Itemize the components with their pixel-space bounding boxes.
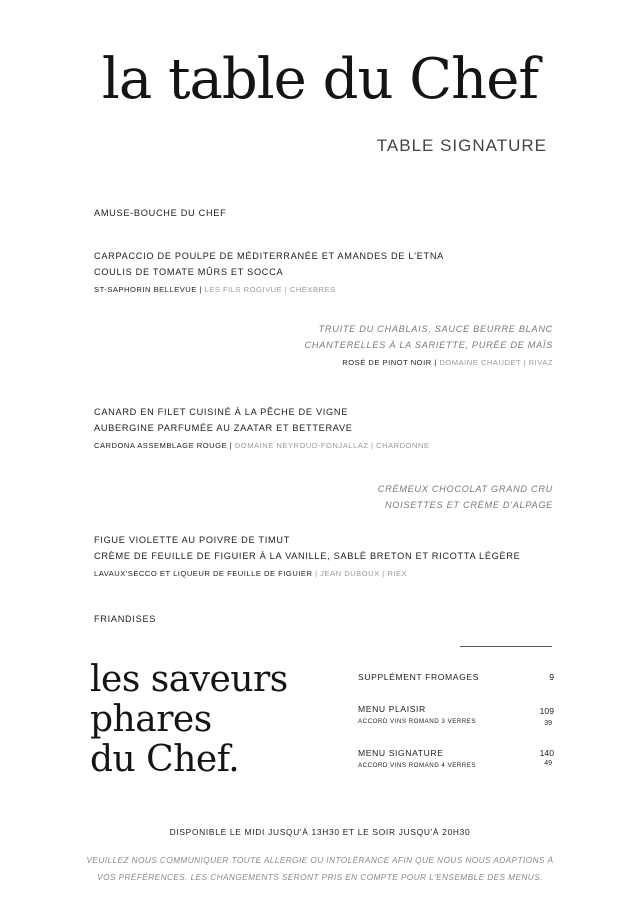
price-label: SUPPLÉMENT FROMAGES bbox=[358, 672, 480, 682]
amuse-bouche bbox=[94, 206, 226, 222]
course-2-line-2: CHANTERELLES À LA SARIETTE, PURÉE DE MAÏS bbox=[304, 339, 553, 350]
course-5-producer: | JEAN DUBOUX | RIEX bbox=[312, 569, 408, 578]
price-row-menu-plaisir bbox=[358, 704, 554, 725]
price-subvalue: 49 bbox=[544, 760, 552, 767]
price-value: 9 bbox=[549, 672, 554, 682]
course-1 bbox=[94, 249, 444, 297]
course-2-line-1: TRUITE DU CHABLAIS, SAUCE BEURRE BLANC bbox=[318, 324, 553, 334]
friandises bbox=[94, 612, 156, 628]
saveurs-line-2: phares bbox=[90, 699, 212, 740]
course-3 bbox=[94, 405, 430, 453]
course-1-producer: LES FILS ROGIVUE | CHEXBRES bbox=[201, 285, 336, 294]
price-divider bbox=[460, 646, 552, 647]
course-3-producer: DOMAINE NEYROUD-FONJALLAZ | CHARDONNE bbox=[232, 441, 430, 450]
price-row-menu-signature bbox=[358, 748, 554, 769]
allergy-line-2: VOS PRÉFÉRENCES. LES CHANGEMENTS SERONT PRIS EN COMPTE POUR L'ENSEMBLE DES MENUS. bbox=[97, 872, 543, 882]
course-3-wine: CARDONA ASSEMBLAGE ROUGE | bbox=[94, 441, 233, 450]
course-2 bbox=[305, 322, 553, 370]
course-5-wine-pairing bbox=[94, 567, 521, 581]
course-5 bbox=[94, 533, 521, 581]
saveurs-line-3: du Chef. bbox=[90, 739, 240, 780]
course-4 bbox=[378, 482, 553, 513]
price-sublabel: ACCORD VINS ROMAND 3 VERRES bbox=[358, 718, 477, 725]
price-subvalue: 39 bbox=[544, 720, 552, 727]
price-row-fromages bbox=[358, 672, 554, 682]
course-1-line-1: CARPACCIO DE POULPE DE MÉDITERRANÉE ET AMANDES DE L'ETNA bbox=[94, 251, 444, 261]
course-4-line-2: NOISETTES ET CRÈME D'ALPAGE bbox=[384, 499, 553, 510]
course-2-wine-pairing bbox=[305, 356, 553, 370]
price-value: 109 bbox=[539, 706, 554, 716]
course-1-wine: ST-SAPHORIN BELLEVUE | bbox=[94, 285, 202, 294]
price-label: MENU PLAISIR bbox=[358, 704, 426, 714]
saveurs-line-1: les saveurs bbox=[90, 659, 288, 700]
friandises-label: FRIANDISES bbox=[94, 614, 157, 624]
course-3-wine-pairing bbox=[94, 439, 430, 453]
course-1-wine-pairing bbox=[94, 283, 444, 297]
course-5-line-1: FIGUE VIOLETTE AU POIVRE DE TIMUT bbox=[94, 535, 290, 545]
saveurs-heading bbox=[90, 660, 288, 780]
course-5-wine: LAVAUX'SECCO ET LIQUEUR DE FEUILLE DE FIGUIER bbox=[94, 569, 313, 578]
course-5-line-2: CRÈME DE FEUILLE DE FIGUIER À LA VANILLE, SABLÉ BRETON ET RICOTTA LÉGÈRE bbox=[94, 550, 521, 561]
page-title: la table du Chef bbox=[101, 47, 539, 112]
price-value: 140 bbox=[539, 748, 554, 758]
course-3-line-1: CANARD EN FILET CUISINÉ À LA PÊCHE DE VIGNE bbox=[94, 407, 349, 417]
course-2-wine: ROSÉ DE PINOT NOIR | bbox=[342, 358, 437, 367]
availability-note: DISPONIBLE LE MIDI JUSQU'À 13H30 ET LE SOIR JUSQU'À 20H30 bbox=[169, 827, 471, 837]
page-subtitle: TABLE SIGNATURE bbox=[376, 136, 547, 155]
allergy-note bbox=[60, 852, 580, 886]
amuse-bouche-label: AMUSE-BOUCHE DU CHEF bbox=[94, 208, 227, 218]
course-4-line-1: CRÉMEUX CHOCOLAT GRAND CRU bbox=[377, 484, 553, 494]
price-sublabel: ACCORD VINS ROMAND 4 VERRES bbox=[358, 762, 477, 769]
price-label: MENU SIGNATURE bbox=[358, 748, 444, 758]
course-3-line-2: AUBERGINE PARFUMÉE AU ZAATAR ET BETTERAVE bbox=[94, 422, 353, 433]
course-1-line-2: COULIS DE TOMATE MÛRS ET SOCCA bbox=[94, 266, 284, 277]
allergy-line-1: VEUILLEZ NOUS COMMUNIQUER TOUTE ALLERGIE OU INTOLÉRANCE AFIN QUE NOUS NOUS ADAPTIONS À bbox=[86, 855, 554, 865]
course-2-producer: DOMAINE CHAUDET | RIVAZ bbox=[436, 358, 553, 367]
